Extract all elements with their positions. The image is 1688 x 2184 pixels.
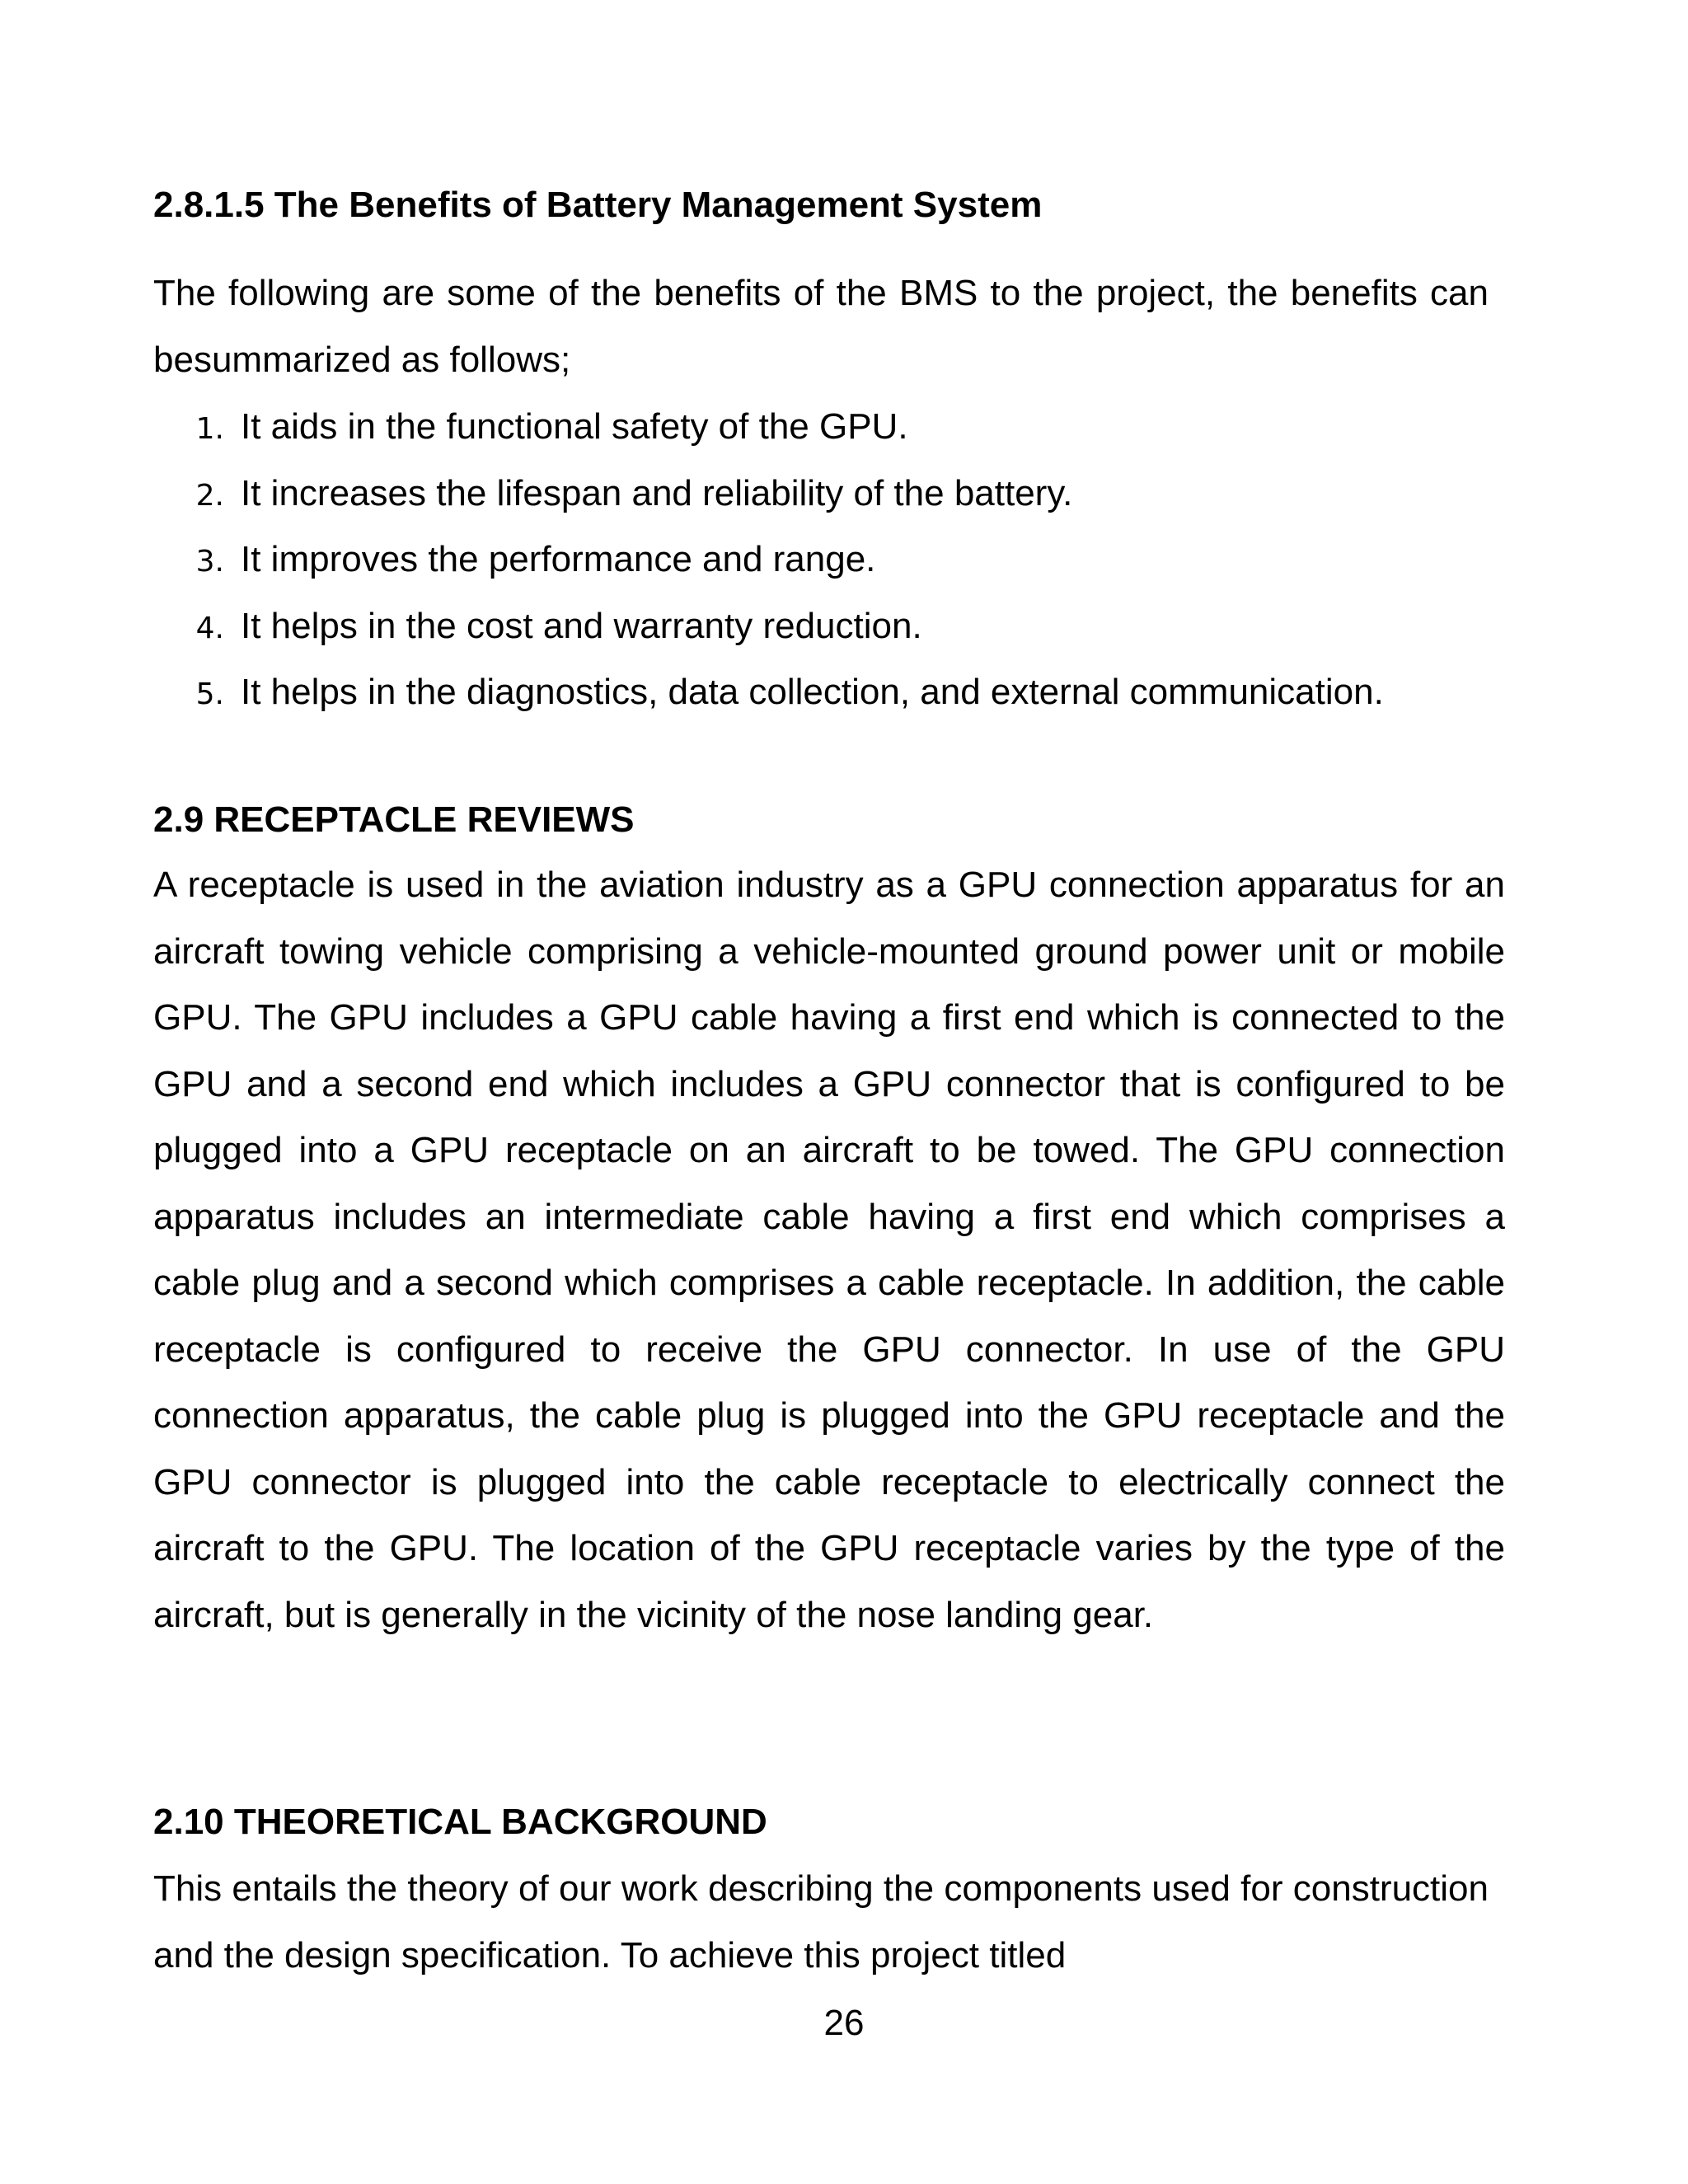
list-item-text: It helps in the cost and warranty reduction. [241,605,922,646]
receptacle-reviews-body: A receptacle is used in the aviation industry as a GPU connection apparatus for an aircraft towing vehicle comprising a vehicle-mounted ground power unit or mobile GPU. The GPU includes a GPU cable having a first end which is connected to the GPU and a second end which includes a GPU connector that is configured to be plugged into a GPU receptacle on an aircraft to be towed. The GPU connection apparatus includes an intermediate cable having a first end which comprises a cable plug and a second which comprises a cable receptacle. In addition, the cable receptacle is configured to receive the GPU connector. In use of the GPU connection apparatus, the cable plug is plugged into the GPU receptacle and the GPU connector is plugged into the cable receptacle to electrically connect the aircraft to the GPU. The location of the GPU receptacle varies by the type of the aircraft, but is generally in the vicinity of the nose landing gear. [153,865,1505,1635]
bms-benefits-intro: The following are some of the benefits of the BMS to the project, the benefits can besummarized as follows; [153,273,1489,380]
list-item-text: It helps in the diagnostics, data collection, and external communication. [241,672,1384,712]
list-item-number: 2. [195,478,224,513]
list-item [153,527,1384,593]
list-item [153,593,1384,660]
list-item-text: It increases the lifespan and reliability of the battery. [241,472,1073,513]
section-heading-theoretical-background: 2.10 THEORETICAL BACKGROUND [153,1802,767,1842]
list-item [153,461,1384,527]
list-item [153,659,1384,726]
list-item-text: It improves the performance and range. [241,539,876,579]
list-item-text: It aids in the functional safety of the GPU. [241,406,908,447]
theoretical-background-body: This entails the theory of our work describing the components used for construction and the design specification. To achieve this project titled [153,1868,1489,1975]
list-item-number: 5. [195,677,224,711]
list-item [153,394,1384,461]
section-heading-receptacle-reviews: 2.9 RECEPTACLE REVIEWS [153,799,635,840]
list-item-number: 1. [195,412,224,446]
page-number: 26 [823,2003,865,2043]
list-item-number: 4. [195,611,224,645]
section-heading-bms-benefits: 2.8.1.5 The Benefits of Battery Management System [153,185,1043,225]
list-item-number: 3. [195,545,224,579]
bms-benefits-list [153,394,1384,726]
